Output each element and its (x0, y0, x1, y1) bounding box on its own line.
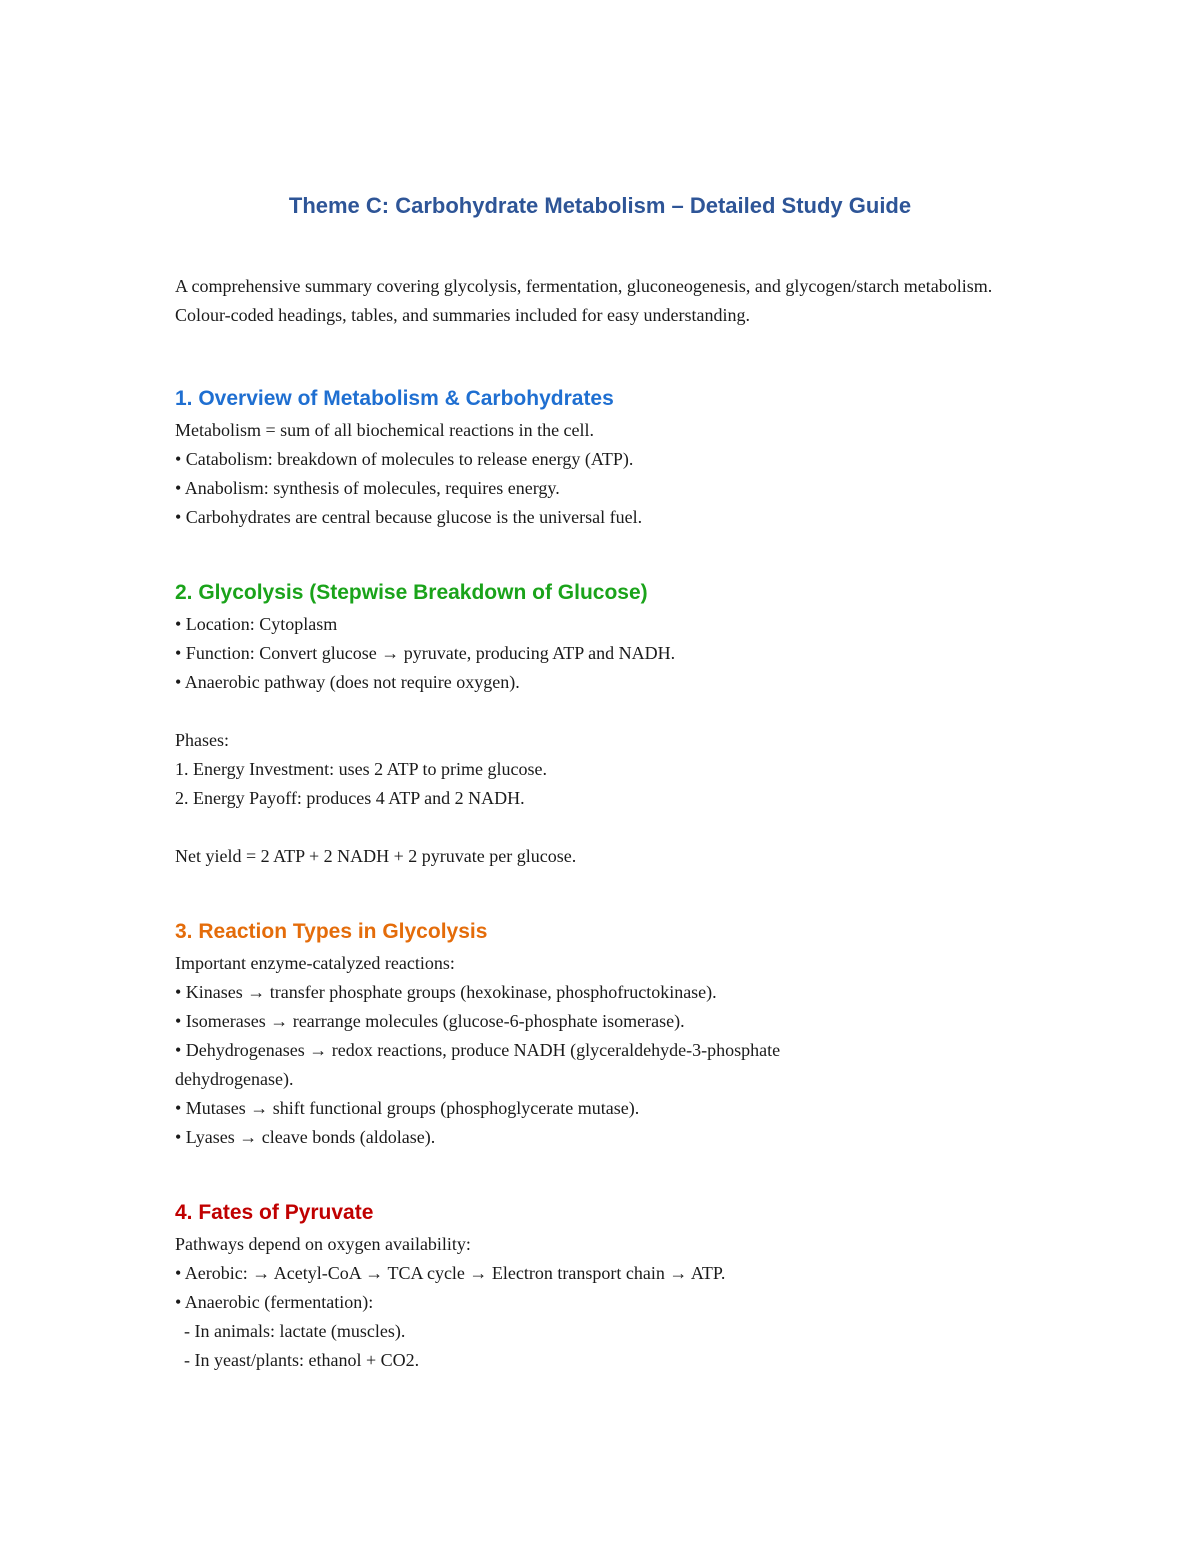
section-heading-overview: 1. Overview of Metabolism & Carbohydrates (175, 387, 614, 410)
section-heading-glycolysis: 2. Glycolysis (Stepwise Breakdown of Glucose) (175, 581, 648, 604)
section-line: • Anaerobic pathway (does not require oxygen). (175, 672, 520, 692)
document-intro: A comprehensive summary covering glycolysis, fermentation, gluconeogenesis, and glycogen/starch metabolism. Colour-coded headings, tables, and summaries included for easy understanding. (175, 276, 993, 325)
document-page (175, 190, 1025, 1419)
document-title: Theme C: Carbohydrate Metabolism – Detailed Study Guide (288, 193, 912, 218)
section-line: Phases: (175, 730, 229, 750)
section-heading-reaction-types: 3. Reaction Types in Glycolysis (175, 920, 488, 943)
section-line: • Dehydrogenases → redox reactions, produce NADH (glyceraldehyde-3-phosphate (175, 1040, 781, 1060)
section-line: - In animals: lactate (muscles). (175, 1321, 406, 1341)
section-line: Metabolism = sum of all biochemical reactions in the cell. (175, 420, 595, 440)
paragraph-gap (175, 813, 1025, 842)
section-line: Pathways depend on oxygen availability: (175, 1234, 471, 1254)
section-line: • Aerobic: → Acetyl-CoA → TCA cycle → Electron transport chain → ATP. (175, 1263, 726, 1283)
section-overview (175, 382, 1025, 532)
section-line: • Location: Cytoplasm (175, 614, 338, 634)
section-line: • Catabolism: breakdown of molecules to release energy (ATP). (175, 449, 634, 469)
section-line: Important enzyme-catalyzed reactions: (175, 953, 455, 973)
section-line: • Lyases → cleave bonds (aldolase). (175, 1127, 436, 1147)
section-line: • Isomerases → rearrange molecules (glucose-6-phosphate isomerase). (175, 1011, 685, 1031)
section-heading-pyruvate-fates: 4. Fates of Pyruvate (175, 1201, 374, 1224)
section-line: • Kinases → transfer phosphate groups (hexokinase, phosphofructokinase). (175, 982, 717, 1002)
section-line: 1. Energy Investment: uses 2 ATP to prime glucose. (175, 759, 547, 779)
section-line: • Anaerobic (fermentation): (175, 1292, 374, 1312)
section-line: Net yield = 2 ATP + 2 NADH + 2 pyruvate per glucose. (175, 846, 577, 866)
section-pyruvate-fates (175, 1196, 1025, 1375)
section-line: - In yeast/plants: ethanol + CO2. (175, 1350, 420, 1370)
section-reaction-types (175, 915, 1025, 1152)
section-glycolysis (175, 576, 1025, 871)
paragraph-gap (175, 697, 1025, 726)
section-line: 2. Energy Payoff: produces 4 ATP and 2 NADH. (175, 788, 525, 808)
section-line: • Mutases → shift functional groups (phosphoglycerate mutase). (175, 1098, 640, 1118)
section-line: • Function: Convert glucose → pyruvate, producing ATP and NADH. (175, 643, 676, 663)
section-line: dehydrogenase). (175, 1069, 294, 1089)
section-line: • Carbohydrates are central because glucose is the universal fuel. (175, 507, 643, 527)
section-line: • Anabolism: synthesis of molecules, requires energy. (175, 478, 560, 498)
